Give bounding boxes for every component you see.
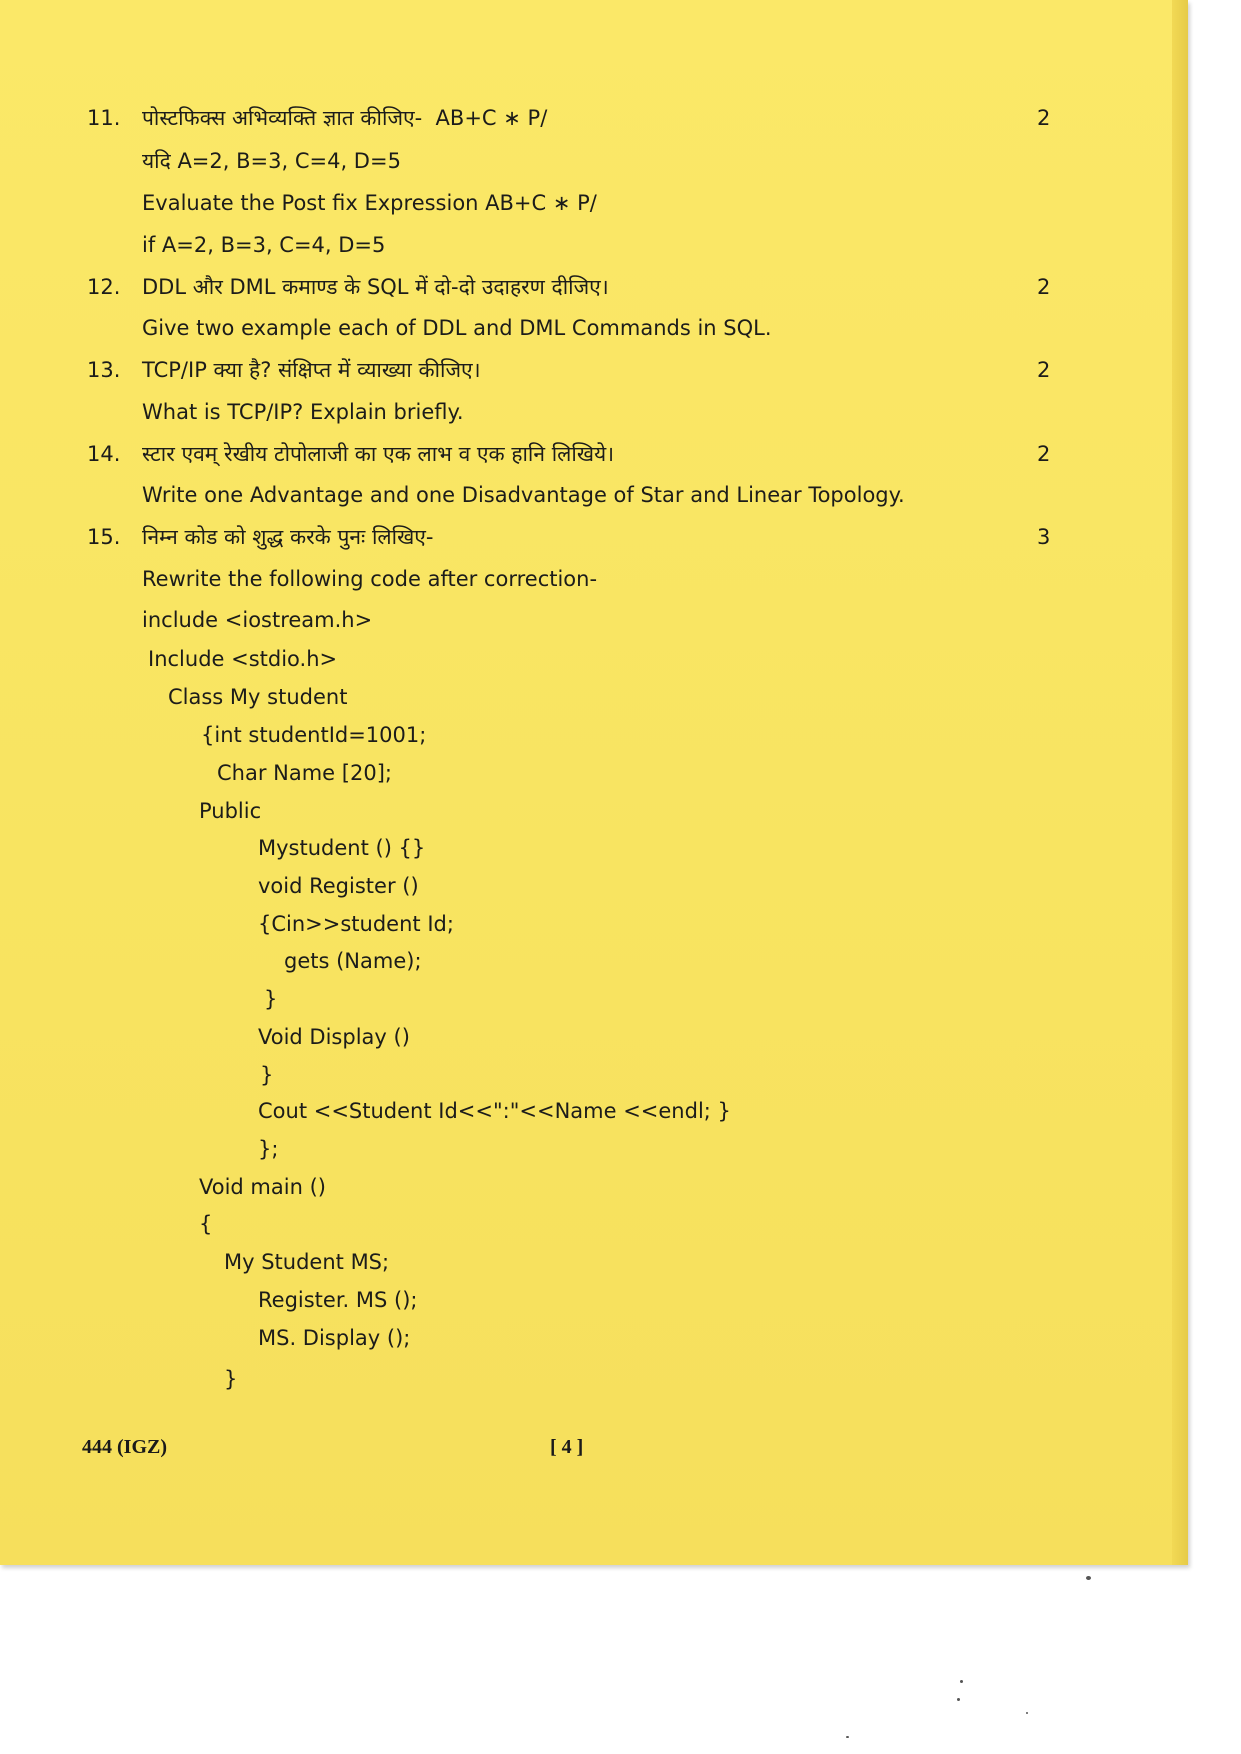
code-line: void Register () bbox=[258, 874, 419, 898]
question-12-number: 12. bbox=[87, 275, 121, 299]
question-12-hindi: DDL और DML कमाण्ड के SQL में दो-दो उदाहरण दीजिए। bbox=[142, 275, 609, 299]
question-14-english: Write one Advantage and one Disadvantage of Star and Linear Topology. bbox=[142, 483, 905, 507]
question-12-english: Give two example each of DDL and DML Commands in SQL. bbox=[142, 316, 772, 340]
dust-speck bbox=[846, 1736, 849, 1738]
question-13-english: What is TCP/IP? Explain briefly. bbox=[142, 400, 464, 424]
code-line: } bbox=[224, 1367, 238, 1391]
dust-speck bbox=[1026, 1712, 1028, 1714]
question-15-english: Rewrite the following code after correction- bbox=[142, 567, 598, 591]
code-line: gets (Name); bbox=[284, 949, 422, 973]
paper-code: 444 (IGZ) bbox=[82, 1436, 167, 1458]
code-line: } bbox=[264, 987, 278, 1011]
code-line: }; bbox=[258, 1137, 279, 1161]
code-line: Cout <<Student Id<<":"<<Name <<endl; } bbox=[258, 1099, 731, 1123]
question-13-hindi: TCP/IP क्या है? संक्षिप्त में व्याख्या कीजिए। bbox=[142, 358, 481, 382]
question-13-marks: 2 bbox=[1037, 358, 1051, 382]
question-12-marks: 2 bbox=[1037, 275, 1051, 299]
question-11-hindi: पोस्टफिक्स अभिव्यक्ति ज्ञात कीजिए- AB+C ∗ P/ bbox=[142, 106, 548, 130]
question-14-marks: 2 bbox=[1037, 442, 1051, 466]
question-11-english: Evaluate the Post fix Expression AB+C ∗ P/ bbox=[142, 191, 597, 215]
code-line: {int studentId=1001; bbox=[201, 723, 427, 747]
code-line: include <iostream.h> bbox=[142, 608, 373, 632]
paper-fold-edge bbox=[1172, 0, 1188, 1565]
dust-speck bbox=[957, 1698, 960, 1701]
code-line: Register. MS (); bbox=[258, 1288, 418, 1312]
page-number: [ 4 ] bbox=[550, 1436, 584, 1458]
code-line: Char Name [20]; bbox=[217, 761, 392, 785]
question-14-number: 14. bbox=[87, 442, 121, 466]
code-line: MS. Display (); bbox=[258, 1326, 411, 1350]
question-15-marks: 3 bbox=[1037, 525, 1051, 549]
code-line: Mystudent () {} bbox=[258, 836, 426, 860]
code-line: Class My student bbox=[168, 685, 348, 709]
code-line: Include <stdio.h> bbox=[148, 647, 338, 671]
question-15-hindi: निम्न कोड को शुद्ध करके पुनः लिखिए- bbox=[142, 525, 434, 549]
dust-speck bbox=[960, 1680, 963, 1683]
code-line: {Cin>>student Id; bbox=[258, 912, 454, 936]
code-line: } bbox=[260, 1063, 274, 1087]
code-line: Public bbox=[199, 799, 262, 823]
question-14-hindi: स्टार एवम् रेखीय टोपोलाजी का एक लाभ व एक हानि लिखिये। bbox=[142, 442, 615, 466]
question-11-marks: 2 bbox=[1037, 106, 1051, 130]
question-11-english-values: if A=2, B=3, C=4, D=5 bbox=[142, 233, 386, 257]
code-line: Void main () bbox=[199, 1175, 326, 1199]
dust-speck bbox=[1086, 1576, 1091, 1580]
code-line: My Student MS; bbox=[224, 1250, 390, 1274]
question-11-number: 11. bbox=[87, 106, 121, 130]
code-line: { bbox=[199, 1212, 213, 1236]
question-13-number: 13. bbox=[87, 358, 121, 382]
question-15-number: 15. bbox=[87, 525, 121, 549]
question-11-hindi-values: यदि A=2, B=3, C=4, D=5 bbox=[142, 149, 401, 173]
code-line: Void Display () bbox=[258, 1025, 410, 1049]
